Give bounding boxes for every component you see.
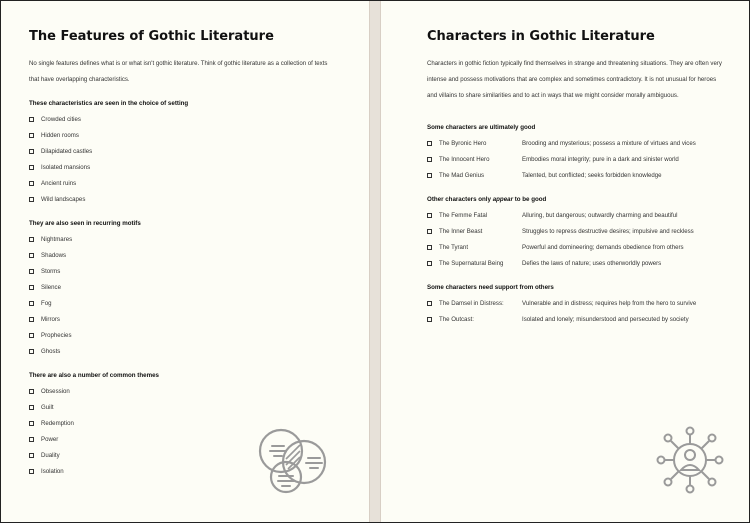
checkbox[interactable] xyxy=(427,261,432,266)
checkbox[interactable] xyxy=(29,117,34,122)
list-item[interactable]: The Innocent Hero Embodies moral integrity; pure in a dark and sinister world xyxy=(427,151,696,167)
checkbox[interactable] xyxy=(29,197,34,202)
checkbox[interactable] xyxy=(29,285,34,290)
checkbox[interactable] xyxy=(29,237,34,242)
appear-good-list xyxy=(427,207,694,271)
list-item[interactable]: Mirrors xyxy=(29,311,72,327)
checkbox[interactable] xyxy=(29,165,34,170)
list-item[interactable]: Guilt xyxy=(29,399,74,415)
right-page xyxy=(381,1,749,522)
list-item[interactable]: The Tyrant Powerful and domineering; demands obedience from others xyxy=(427,239,694,255)
list-item[interactable]: Crowded cities xyxy=(29,111,92,127)
themes-list xyxy=(29,383,74,479)
checkbox[interactable] xyxy=(29,389,34,394)
list-item[interactable]: Storms xyxy=(29,263,72,279)
checkbox[interactable] xyxy=(29,149,34,154)
checkbox[interactable] xyxy=(29,317,34,322)
list-item[interactable]: The Damsel in Distress: Vulnerable and in distress; requires help from the hero to survive xyxy=(427,295,696,311)
list-item[interactable]: Hidden rooms xyxy=(29,127,92,143)
list-item[interactable]: Isolation xyxy=(29,463,74,479)
list-item[interactable]: Duality xyxy=(29,447,74,463)
need-support-list xyxy=(427,295,696,327)
section-heading-good: Some characters are ultimately good xyxy=(427,124,536,131)
list-item[interactable]: The Mad Genius Talented, but conflicted; seeks forbidden knowledge xyxy=(427,167,696,183)
intro-paragraph: Characters in gothic fiction typically find themselves in strange and threatening situations. They are often very intense and possess motivations that are complex and sometimes contradictory. It is not unusual for heroes and villains to share similarities and to act in ways that we might consider morally ambiguous. xyxy=(427,60,722,99)
checkbox[interactable] xyxy=(29,181,34,186)
checkbox[interactable] xyxy=(29,453,34,458)
checkbox[interactable] xyxy=(29,333,34,338)
checkbox[interactable] xyxy=(427,173,432,178)
checkbox[interactable] xyxy=(427,141,432,146)
list-item[interactable]: Dilapidated castles xyxy=(29,143,92,159)
checkbox[interactable] xyxy=(29,133,34,138)
list-item[interactable]: Redemption xyxy=(29,415,74,431)
list-item[interactable]: Nightmares xyxy=(29,231,72,247)
intro-paragraph: No single features defines what is or what isn't gothic literature. Think of gothic literature as a collection of texts that have overlapping characteristics. xyxy=(29,60,328,83)
checkbox[interactable] xyxy=(427,245,432,250)
checkbox[interactable] xyxy=(29,269,34,274)
list-item[interactable]: The Inner Beast Struggles to repress destructive desires; impulsive and reckless xyxy=(427,223,694,239)
checkbox[interactable] xyxy=(427,301,432,306)
section-heading-setting: These characteristics are seen in the choice of setting xyxy=(29,100,189,107)
setting-list xyxy=(29,111,92,207)
list-item[interactable]: The Femme Fatal Alluring, but dangerous; outwardly charming and beautiful xyxy=(427,207,694,223)
list-item[interactable]: Prophecies xyxy=(29,327,72,343)
motifs-list xyxy=(29,231,72,359)
checkbox[interactable] xyxy=(29,437,34,442)
list-item[interactable]: The Supernatural Being Defies the laws of nature; uses otherworldly powers xyxy=(427,255,694,271)
list-item[interactable]: Power xyxy=(29,431,74,447)
list-item[interactable]: Isolated mansions xyxy=(29,159,92,175)
list-item[interactable]: Ancient ruins xyxy=(29,175,92,191)
section-heading-appear-good: Other characters only appear to be good xyxy=(427,196,547,203)
left-page xyxy=(1,1,369,522)
checkbox[interactable] xyxy=(29,253,34,258)
checkbox[interactable] xyxy=(29,405,34,410)
checkbox[interactable] xyxy=(427,213,432,218)
list-item[interactable]: The Outcast: Isolated and lonely; misunderstood and persecuted by society xyxy=(427,311,696,327)
checkbox[interactable] xyxy=(29,469,34,474)
checkbox[interactable] xyxy=(427,157,432,162)
section-heading-need-support: Some characters need support from others xyxy=(427,284,554,291)
list-item[interactable]: Shadows xyxy=(29,247,72,263)
page-title: Characters in Gothic Literature xyxy=(427,29,655,44)
page-title: The Features of Gothic Literature xyxy=(29,29,274,44)
checkbox[interactable] xyxy=(427,229,432,234)
checkbox[interactable] xyxy=(29,421,34,426)
list-item[interactable]: Wild landscapes xyxy=(29,191,92,207)
checkbox[interactable] xyxy=(29,301,34,306)
good-characters-list xyxy=(427,135,696,183)
venn-diagram-icon xyxy=(256,425,330,500)
list-item[interactable]: Obsession xyxy=(29,383,74,399)
list-item[interactable]: Silence xyxy=(29,279,72,295)
list-item[interactable]: Ghosts xyxy=(29,343,72,359)
checkbox[interactable] xyxy=(29,349,34,354)
person-network-icon xyxy=(655,425,725,500)
list-item[interactable]: The Byronic Hero Brooding and mysterious; possess a mixture of virtues and vices xyxy=(427,135,696,151)
book-gutter xyxy=(369,1,381,522)
section-heading-motifs: They are also seen in recurring motifs xyxy=(29,220,141,227)
section-heading-themes: There are also a number of common themes xyxy=(29,372,159,379)
list-item[interactable]: Fog xyxy=(29,295,72,311)
checkbox[interactable] xyxy=(427,317,432,322)
